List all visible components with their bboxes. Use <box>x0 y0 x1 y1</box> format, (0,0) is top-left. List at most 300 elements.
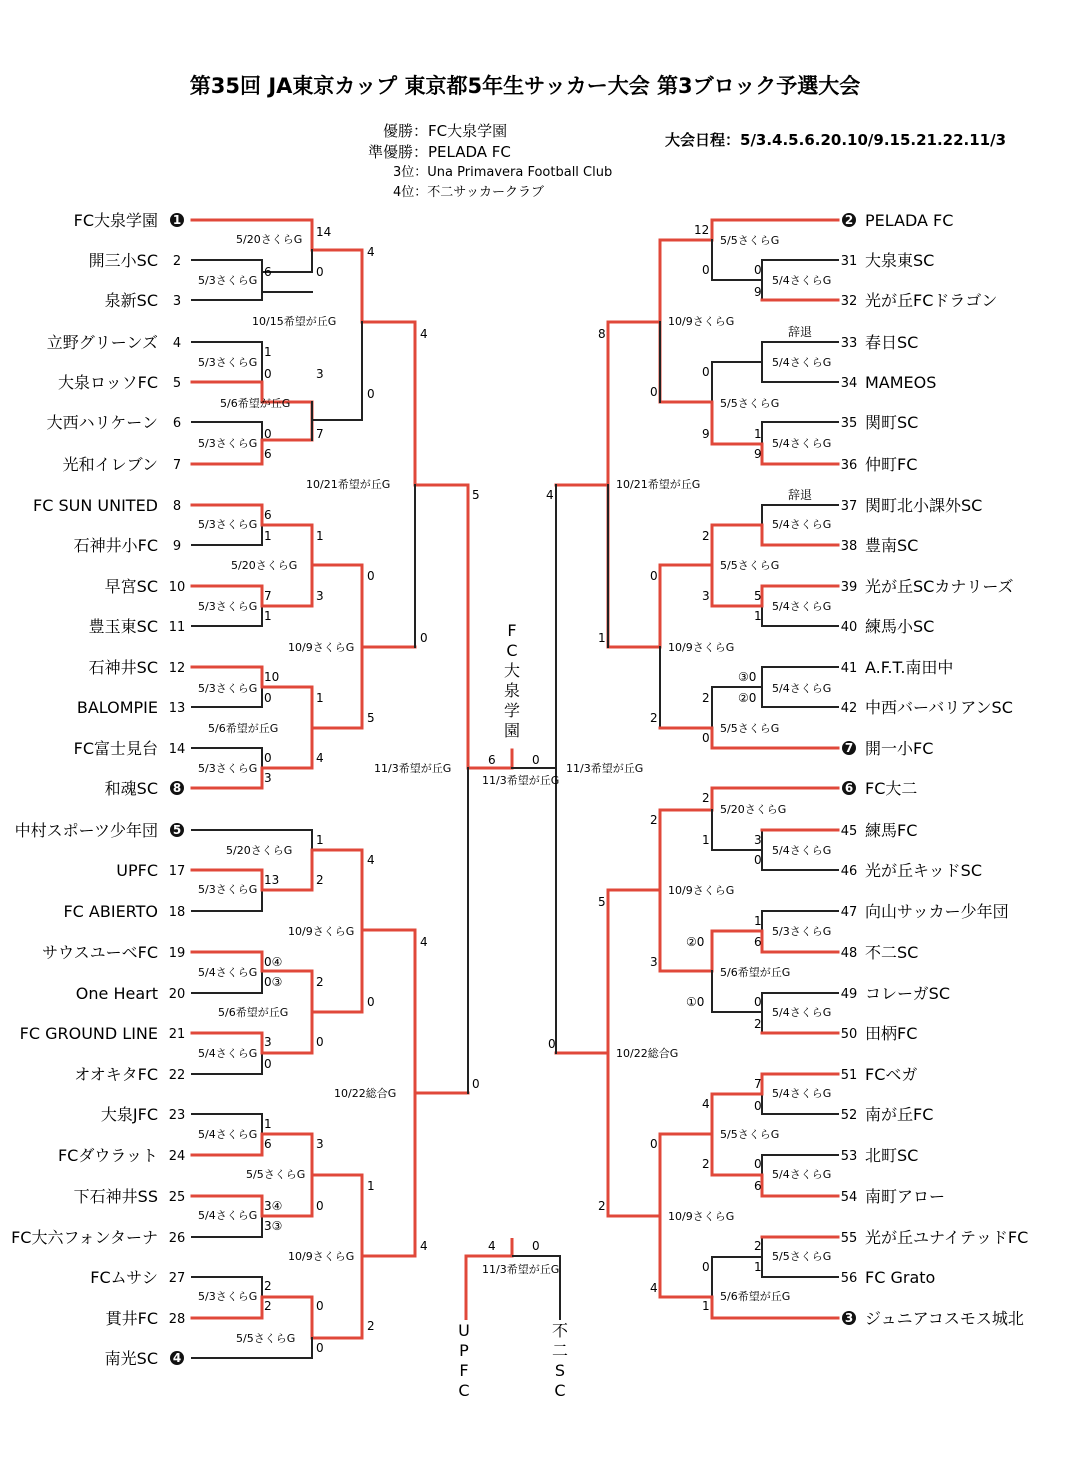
venue-label: 5/3さくらG <box>198 356 258 369</box>
venue-label: 5/4さくらG <box>198 966 258 979</box>
score: 2 <box>702 529 710 543</box>
score: 0 <box>650 385 658 399</box>
team-name: 光が丘FCドラゴン <box>865 291 998 310</box>
score: 4 <box>420 935 428 949</box>
venue-label: 11/3希望が丘G <box>374 762 452 775</box>
team-number: 46 <box>840 864 858 879</box>
score: 6 <box>264 447 272 461</box>
team-name: 練馬FC <box>865 821 918 840</box>
venue-label: 5/5さくらG <box>720 1128 780 1141</box>
score: 1 <box>754 1260 762 1274</box>
team-number: 32 <box>840 294 858 309</box>
team-number: 10 <box>168 580 186 595</box>
team-number: 11 <box>168 620 186 635</box>
bye-label-1: 辞退 <box>788 325 813 339</box>
schedule: 大会日程：5/3.4.5.6.20.10/9.15.21.22.11/3 <box>665 131 1007 149</box>
team-name: 北町SC <box>865 1146 919 1165</box>
team-name: 光が丘キッドSC <box>865 861 983 880</box>
venue-label: 5/20さくらG <box>226 844 293 857</box>
team-name: 向山サッカー少年団 <box>865 902 1009 921</box>
score: 2 <box>367 1319 375 1333</box>
score: 2 <box>702 791 710 805</box>
score: 3 <box>754 833 762 847</box>
team-name: 南光SC <box>104 1349 158 1368</box>
seed-number: 6 <box>844 781 854 795</box>
score: 6 <box>264 508 272 522</box>
team-number: 26 <box>168 1231 186 1246</box>
vertical-char: U <box>458 1321 470 1340</box>
score: 0 <box>754 853 762 867</box>
team-number: 45 <box>840 824 858 839</box>
team-name: 仲町FC <box>865 455 918 474</box>
team-name: FC SUN UNITED <box>33 496 158 515</box>
team-name: FCムサシ <box>90 1268 158 1287</box>
score: 1 <box>264 345 272 359</box>
score: 0 <box>548 1037 556 1051</box>
score: 0 <box>650 1137 658 1151</box>
team-number: 28 <box>168 1312 186 1327</box>
team-number: 33 <box>840 336 858 351</box>
score: 6 <box>488 753 496 767</box>
team-name: FC GROUND LINE <box>19 1024 158 1043</box>
team-name: PELADA FC <box>865 211 954 230</box>
team-name: コレーガSC <box>865 984 951 1003</box>
score: 4 <box>420 327 428 341</box>
score: 2 <box>702 691 710 705</box>
venue-label: 5/3さくらG <box>198 762 258 775</box>
score: 7 <box>316 427 324 441</box>
team-number: 6 <box>172 416 182 431</box>
team-number: 7 <box>172 458 182 473</box>
venue-label: 5/5さくらG <box>720 397 780 410</box>
score: 6 <box>264 265 272 279</box>
score: 2 <box>264 1299 272 1313</box>
score: 0 <box>367 569 375 583</box>
vertical-char: 園 <box>503 721 521 740</box>
venue-label: 10/9さくらG <box>668 641 735 654</box>
team-name: 石神井SC <box>88 658 158 677</box>
team-name: 大泉JFC <box>100 1105 158 1124</box>
team-number: 24 <box>168 1149 186 1164</box>
seed-number: 4 <box>172 1351 182 1365</box>
team-name: 泉新SC <box>104 291 158 310</box>
score: 0 <box>702 731 710 745</box>
vertical-char: 学 <box>503 701 521 720</box>
team-name: ジュニアコスモス城北 <box>865 1309 1024 1328</box>
team-name: 石神井小FC <box>73 536 158 555</box>
score: 10 <box>264 670 280 684</box>
score: 8 <box>598 327 606 341</box>
team-name: 和魂SC <box>104 779 158 798</box>
team-number: 2 <box>172 254 182 269</box>
team-name: 練馬小SC <box>865 617 935 636</box>
score: 1 <box>316 691 324 705</box>
team-number: 34 <box>840 376 858 391</box>
team-number: 25 <box>168 1190 186 1205</box>
score: 3 <box>316 589 324 603</box>
team-number: 36 <box>840 458 858 473</box>
team-name: 立野グリーンズ <box>46 333 158 352</box>
team-name: One Heart <box>75 984 158 1003</box>
team-name: 大泉東SC <box>865 251 935 270</box>
score: 1 <box>316 833 324 847</box>
score: 0 <box>702 365 710 379</box>
score: 2 <box>316 975 324 989</box>
score: 0 <box>472 1077 480 1091</box>
team-number: 20 <box>168 987 186 1002</box>
score: 6 <box>754 935 762 949</box>
score: 0 <box>316 1341 324 1355</box>
left-teams <box>11 211 185 1368</box>
final-results <box>368 122 612 200</box>
team-number: 41 <box>840 661 858 676</box>
score: 3 <box>702 589 710 603</box>
score: 0 <box>367 387 375 401</box>
team-number: 47 <box>840 905 858 920</box>
venue-label: 5/4さくらG <box>772 1006 832 1019</box>
team-number: 48 <box>840 946 858 961</box>
seed-number: 7 <box>844 741 854 755</box>
score: 0④ <box>264 955 283 969</box>
score: 0 <box>264 1057 272 1071</box>
team-name: BALOMPIE <box>76 698 158 717</box>
score: 4 <box>316 751 324 765</box>
team-name: FC大六フォンターナ <box>11 1228 158 1247</box>
score: 7 <box>754 1077 762 1091</box>
score: ②0 <box>686 935 705 949</box>
team-name: FCダウラット <box>57 1146 158 1165</box>
score: 0 <box>650 569 658 583</box>
team-name: MAMEOS <box>865 373 937 392</box>
team-number: 51 <box>840 1068 858 1083</box>
vertical-char: 泉 <box>503 681 521 700</box>
venue-label: 10/22総合G <box>616 1047 679 1060</box>
venue-label: 5/20さくらG <box>236 233 303 246</box>
team-name: 大西ハリケーン <box>46 413 158 432</box>
team-number: 54 <box>840 1190 858 1205</box>
venue-label: 5/4さくらG <box>772 682 832 695</box>
score: 12 <box>694 223 710 237</box>
venue-label: 5/4さくらG <box>772 437 832 450</box>
score: ②0 <box>738 691 757 705</box>
vertical-char: C <box>554 1381 566 1400</box>
team-number: 37 <box>840 499 858 514</box>
venue-label: 10/9さくらG <box>668 315 735 328</box>
score: 6 <box>264 1137 272 1151</box>
team-number: 13 <box>168 701 186 716</box>
team-number: 35 <box>840 416 858 431</box>
team-number: 3 <box>172 294 182 309</box>
bye-label-2: 辞退 <box>788 488 813 502</box>
team-name: 光が丘SCカナリーズ <box>865 577 1014 596</box>
venue-label: 11/3希望が丘G <box>482 1263 560 1276</box>
score: 3 <box>650 955 658 969</box>
team-number: 55 <box>840 1231 858 1246</box>
team-name: FC Grato <box>865 1268 936 1287</box>
team-number: 8 <box>172 499 182 514</box>
team-name: オオキタFC <box>74 1065 158 1084</box>
score: 0 <box>702 1260 710 1274</box>
venue-label: 10/9さくらG <box>288 925 355 938</box>
seed-number: 3 <box>844 1311 854 1325</box>
score: 2 <box>316 873 324 887</box>
venue-label: 11/3希望が丘G <box>482 774 560 787</box>
team-number: 23 <box>168 1108 186 1123</box>
score: 2 <box>754 1017 762 1031</box>
team-name: 中村スポーツ少年団 <box>14 821 158 840</box>
team-number: 12 <box>168 661 186 676</box>
team-number: 52 <box>840 1108 858 1123</box>
venue-label: 5/6希望が丘G <box>218 1006 289 1019</box>
score: 4 <box>420 1239 428 1253</box>
team-name: 開三小SC <box>88 251 158 270</box>
venue-label: 5/4さくらG <box>198 1209 258 1222</box>
team-number: 9 <box>172 539 182 554</box>
score: 5 <box>472 488 480 502</box>
venue-label: 5/4さくらG <box>772 600 832 613</box>
team-number: 22 <box>168 1068 186 1083</box>
score: 0 <box>754 1157 762 1171</box>
final-center-name <box>504 621 520 740</box>
score: 7 <box>264 589 272 603</box>
score: 0 <box>754 995 762 1009</box>
vertical-char: F <box>507 621 517 640</box>
score: 1 <box>316 529 324 543</box>
team-name: 関町SC <box>865 413 919 432</box>
venue-label: 10/22総合G <box>334 1087 397 1100</box>
venue-label: 5/3さくらG <box>198 1290 258 1303</box>
seed-number: 2 <box>844 213 854 227</box>
score: 1 <box>754 609 762 623</box>
score: 3③ <box>264 1219 283 1233</box>
result-fourth: 4位：不二サッカークラブ <box>393 185 545 200</box>
score: 4 <box>488 1239 496 1253</box>
score: 1 <box>367 1179 375 1193</box>
team-number: 50 <box>840 1027 858 1042</box>
seed-number: 1 <box>172 213 182 227</box>
venue-label: 5/3さくらG <box>198 518 258 531</box>
venue-label: 5/20さくらG <box>720 803 787 816</box>
score: 0 <box>367 995 375 1009</box>
venue-label: 10/21希望が丘G <box>616 478 701 491</box>
score: 2 <box>598 1199 606 1213</box>
vertical-char: F <box>459 1361 469 1380</box>
team-number: 39 <box>840 580 858 595</box>
venue-label: 5/3さくらG <box>198 682 258 695</box>
score: 0 <box>532 1239 540 1253</box>
venue-label: 5/6希望が丘G <box>220 397 291 410</box>
venue-label: 5/4さくらG <box>772 274 832 287</box>
score: 6 <box>754 1179 762 1193</box>
venue-label: 5/5さくらG <box>720 234 780 247</box>
team-number: 14 <box>168 742 186 757</box>
venue-label: 5/6希望が丘G <box>720 1290 791 1303</box>
venue-label: 10/9さくらG <box>668 1210 735 1223</box>
team-name: 貫井FC <box>105 1309 158 1328</box>
team-number: 56 <box>840 1271 858 1286</box>
score: 9 <box>754 447 762 461</box>
venue-label: 5/5さくらG <box>720 722 780 735</box>
score: 2 <box>264 1279 272 1293</box>
score: 2 <box>754 1239 762 1253</box>
team-number: 21 <box>168 1027 186 1042</box>
venue-label: 10/21希望が丘G <box>306 478 391 491</box>
venue-label: 5/3さくらG <box>772 925 832 938</box>
score: 0 <box>702 263 710 277</box>
score: 0 <box>316 265 324 279</box>
vertical-char: P <box>459 1341 469 1360</box>
venue-label: 5/3さくらG <box>198 437 258 450</box>
team-name: 豊玉東SC <box>88 617 158 636</box>
score: 1 <box>264 529 272 543</box>
score: 0 <box>754 263 762 277</box>
score-labels <box>264 223 762 1355</box>
score: 1 <box>754 914 762 928</box>
page-title: 第35回 JA東京カップ 東京都5年生サッカー大会 第3ブロック予選大会 <box>189 74 861 98</box>
score: 0 <box>264 691 272 705</box>
team-name: 開一小FC <box>865 739 934 758</box>
score: 2 <box>702 1157 710 1171</box>
venue-label: 10/9さくらG <box>288 1250 355 1263</box>
team-name: 早宮SC <box>104 577 158 596</box>
score: 0 <box>264 427 272 441</box>
score: 13 <box>264 873 280 887</box>
team-number: 19 <box>168 946 186 961</box>
result-third: 3位：Una Primavera Football Club <box>393 165 613 180</box>
venue-label: 5/6希望が丘G <box>720 966 791 979</box>
score: 3 <box>316 1137 324 1151</box>
venue-label: 5/4さくらG <box>772 518 832 531</box>
team-number: 31 <box>840 254 858 269</box>
venue-label: 5/5さくらG <box>236 1332 296 1345</box>
venue-label: 10/9さくらG <box>668 884 735 897</box>
venue-label: 5/4さくらG <box>772 1087 832 1100</box>
team-number: 40 <box>840 620 858 635</box>
team-name: 光和イレブン <box>62 455 158 474</box>
team-name: FC富士見台 <box>73 739 158 758</box>
left-bracket-lines <box>192 220 512 1358</box>
venue-label: 5/3さくらG <box>198 274 258 287</box>
team-number: 53 <box>840 1149 858 1164</box>
venue-label: 5/3さくらG <box>198 600 258 613</box>
venue-label: 5/5さくらG <box>246 1168 306 1181</box>
team-name: サウスユーベFC <box>42 943 158 962</box>
team-name: 大泉ロッソFC <box>57 373 158 392</box>
team-name: 南町アロー <box>865 1187 946 1206</box>
team-name: FC ABIERTO <box>63 902 158 921</box>
vertical-char: C <box>458 1381 470 1400</box>
score: 5 <box>367 711 375 725</box>
team-name: UPFC <box>116 861 158 880</box>
score: 0 <box>420 631 428 645</box>
team-name: 不二SC <box>865 943 919 962</box>
score: 1 <box>754 427 762 441</box>
score: 4 <box>546 488 554 502</box>
score: 0 <box>754 1099 762 1113</box>
score: ①0 <box>686 995 705 1009</box>
venue-label: 5/4さくらG <box>772 1168 832 1181</box>
team-name: 春日SC <box>865 333 919 352</box>
score: 5 <box>598 895 606 909</box>
score: 0 <box>316 1299 324 1313</box>
venue-label: 5/3さくらG <box>198 883 258 896</box>
third-place-right-team <box>552 1321 568 1400</box>
vertical-char: 大 <box>503 661 521 680</box>
score: 2 <box>650 813 658 827</box>
score: 4 <box>702 1097 710 1111</box>
venue-label: 5/4さくらG <box>198 1047 258 1060</box>
team-name: 光が丘ユナイテッドFC <box>865 1228 1029 1247</box>
right-teams <box>841 211 1029 1328</box>
score: 1 <box>264 609 272 623</box>
venue-label: 11/3希望が丘G <box>566 762 644 775</box>
venue-label: 10/15希望が丘G <box>252 315 337 328</box>
score: ③0 <box>738 670 757 684</box>
venue-label: 10/9さくらG <box>288 641 355 654</box>
score: 3 <box>264 771 272 785</box>
team-name: FC大泉学園 <box>73 211 158 230</box>
result-winner: 優勝：FC大泉学園 <box>383 122 508 140</box>
team-number: 5 <box>172 376 182 391</box>
team-name: 下石神井SS <box>73 1187 158 1206</box>
team-name: 中西バーバリアンSC <box>865 698 1013 717</box>
right-bracket-lines <box>512 220 838 1318</box>
score: 9 <box>754 285 762 299</box>
score: 1 <box>702 1299 710 1313</box>
team-name: 田柄FC <box>865 1024 918 1043</box>
team-name: A.F.T.南田中 <box>865 658 954 677</box>
team-number: 49 <box>840 987 858 1002</box>
score: 0③ <box>264 975 283 989</box>
team-name: 南が丘FC <box>865 1105 934 1124</box>
score: 5 <box>754 589 762 603</box>
seed-number: 8 <box>172 781 182 795</box>
score: 3 <box>264 1035 272 1049</box>
vertical-char: 二 <box>551 1341 569 1360</box>
venue-label: 5/4さくらG <box>772 844 832 857</box>
team-number: 42 <box>840 701 858 716</box>
vertical-char: S <box>554 1361 566 1380</box>
score: 9 <box>702 427 710 441</box>
team-name: FCベガ <box>865 1065 918 1084</box>
third-place-lines <box>466 1238 560 1320</box>
team-name: 豊南SC <box>865 536 919 555</box>
venue-label: 5/5さくらG <box>772 1250 832 1263</box>
vertical-char: C <box>506 641 518 660</box>
venue-label: 5/6希望が丘G <box>208 722 279 735</box>
venue-label: 5/20さくらG <box>231 559 298 572</box>
team-number: 38 <box>840 539 858 554</box>
result-runner-up: 準優勝：PELADA FC <box>368 143 511 161</box>
venue-label: 5/5さくらG <box>720 559 780 572</box>
score: 0 <box>532 753 540 767</box>
score: 4 <box>367 245 375 259</box>
score: 2 <box>650 711 658 725</box>
team-number: 27 <box>168 1271 186 1286</box>
third-place-left-team <box>458 1321 470 1400</box>
score: 0 <box>264 751 272 765</box>
score: 3 <box>316 367 324 381</box>
team-number: 18 <box>168 905 186 920</box>
seed-number: 5 <box>172 823 182 837</box>
score: 4 <box>650 1281 658 1295</box>
venue-label: 5/4さくらG <box>198 1128 258 1141</box>
score: 4 <box>367 853 375 867</box>
team-number: 4 <box>172 336 182 351</box>
score: 0 <box>316 1035 324 1049</box>
score: 1 <box>702 833 710 847</box>
score: 1 <box>264 1117 272 1131</box>
